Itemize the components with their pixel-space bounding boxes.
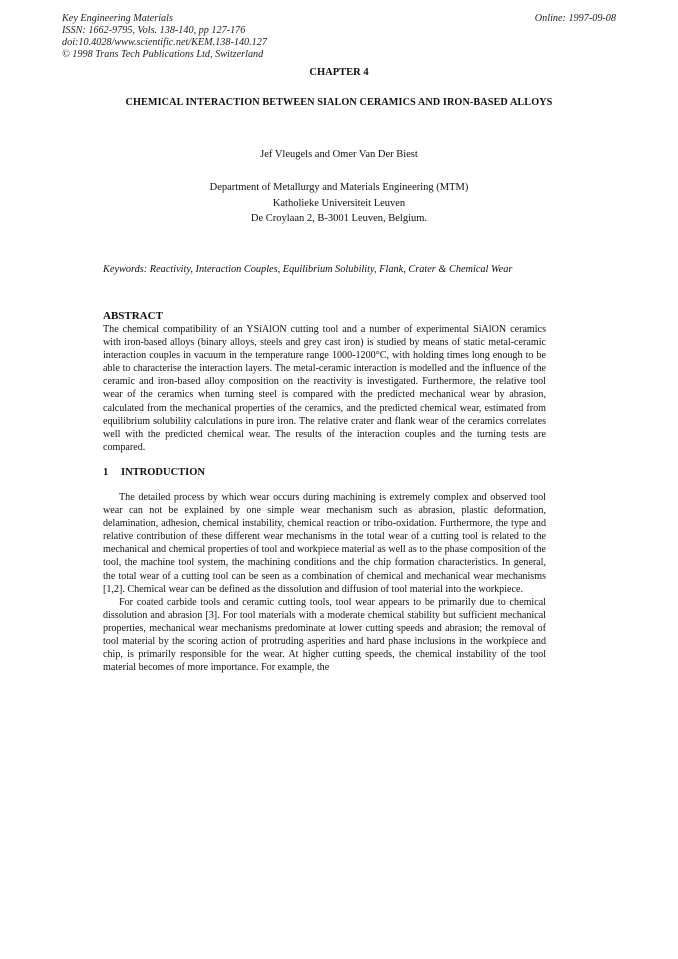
affiliation [0, 180, 678, 227]
paper-title: CHEMICAL INTERACTION BETWEEN SIALON CERAMICS AND IRON-BASED ALLOYS [125, 97, 553, 108]
issn-line: ISSN: 1662-9795, Vols. 138-140, pp 127-176 [62, 25, 246, 36]
section-number: 1 [103, 467, 109, 478]
affiliation-address: De Croylaan 2, B-3001 Leuven, Belgium. [250, 213, 428, 224]
abstract-heading: ABSTRACT [103, 310, 163, 322]
chapter-label: CHAPTER 4 [309, 67, 369, 78]
publication-metadata [62, 13, 267, 61]
section-title: INTRODUCTION [121, 467, 206, 478]
online-date: Online: 1997-09-08 [534, 13, 616, 24]
paragraph: The detailed process by which wear occurs during machining is extremely complex and observed tool wear can not be explained by one simple wear mechanism such as abrasion, plastic deformation, delamination, adhesion, chemical instability, chemical reaction or tribo-oxidation. Furthermore, the type and relative contribution of these different wear mechanisms in the total wear of a cutting tool is related to the mechanical and chemical properties of tool and workpiece material as well as to the phase composition of the tool, the machine tool system, the machining conditions and the chip formation characteristics. In general, the total wear of a cutting tool can be seen as a combination of chemical and mechanical wear mechanisms [1,2]. Chemical wear can be defined as the dissolution and diffusion of tool material into the workpiece. [103, 492, 546, 595]
journal-name: Key Engineering Materials [62, 13, 173, 24]
abstract-text: The chemical compatibility of an YSiAlON cutting tool and a number of experimental SiAlON ceramics with iron-based alloys (binary alloys, steels and grey cast iron) is studied by means of static metal-ceramic interaction couples in vacuum in the temperature range 1000-1200°C, with holding times long enough to be able to characterise the interaction layers. The metal-ceramic interaction is modelled and the influence of the ceramic and iron-based alloy composition on the reactivity is investigated. Furthermore, the relative tool wear of the ceramics when turning steel is compared with the predicted mechanical wear by abrasion, calculated from the mechanical properties of the ceramics, and the predicted chemical wear, estimated from equilibrium solubility calculations in pure iron. The relative crater and flank wear of the ceramics correlates well with the predicted chemical wear. The results of the interaction couples and the turning tests are compared. [103, 324, 546, 453]
doi-line: doi:10.4028/www.scientific.net/KEM.138-140.127 [62, 37, 267, 48]
authors: Jef Vleugels and Omer Van Der Biest [260, 149, 418, 160]
keywords: Keywords: Reactivity, Interaction Couples, Equilibrium Solubility, Flank, Crater & Chemical Wear [103, 264, 513, 275]
introduction-heading [103, 467, 205, 478]
affiliation-department: Department of Metallurgy and Materials Engineering (MTM) [209, 182, 469, 193]
introduction-body [103, 491, 546, 674]
paragraph: For coated carbide tools and ceramic cutting tools, tool wear appears to be primarily due to chemical dissolution and abrasion [3]. For tool materials with a moderate chemical stability but sufficient mechanical properties, mechanical wear mechanisms predominate at lower cutting speeds and abrasion; the removal of tool material by the scoring action of protruding asperities and hard phase inclusions in the workpiece and chip, is primarily responsible for the wear. At higher cutting speeds, the chemical instability of the tool material becomes of more importance. For example, the [103, 596, 546, 674]
copyright-line: © 1998 Trans Tech Publications Ltd, Switzerland [62, 49, 264, 60]
affiliation-university: Katholieke Universiteit Leuven [272, 197, 406, 209]
